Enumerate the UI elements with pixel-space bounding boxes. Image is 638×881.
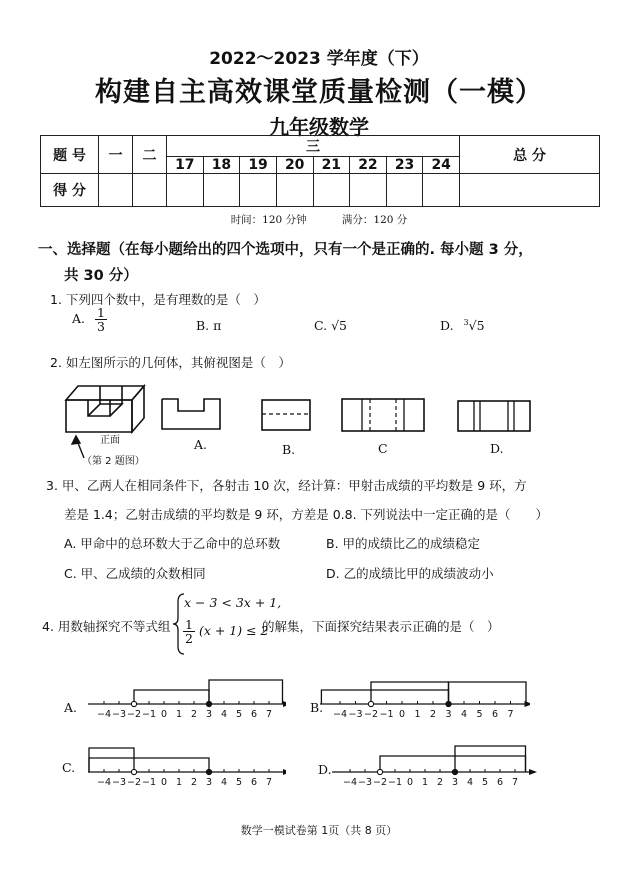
axis-tick-label: 7: [265, 777, 273, 788]
axis-arrow-icon: [529, 769, 537, 775]
axis-tick-label: −3: [111, 709, 127, 720]
number-line-a[interactable]: [86, 670, 286, 730]
open-dot: [131, 769, 136, 774]
exam-info: [0, 212, 638, 227]
open-dot: [377, 769, 382, 774]
score-table: [40, 135, 600, 207]
question-1-stem: 1. 下列四个数中，是有理数的是（ ）: [50, 292, 266, 307]
axis-tick-label: −3: [348, 709, 363, 720]
solution-bracket: [371, 682, 449, 704]
q2-option-a-view[interactable]: [160, 397, 222, 431]
col-q22: 22: [350, 157, 387, 174]
axis-tick-label: −1: [379, 709, 394, 720]
axis-tick-label: −3: [357, 777, 373, 788]
closed-dot: [206, 769, 211, 774]
axis-tick-label: 2: [436, 777, 444, 788]
inequality-1: x − 3 < 3x + 1,: [184, 595, 282, 610]
axis-tick-label: 1: [175, 709, 183, 720]
solution-bracket: [380, 756, 526, 772]
axis-tick-label: −3: [111, 777, 127, 788]
axis-tick-label: 5: [235, 777, 243, 788]
axis-tick-label: −2: [363, 709, 379, 720]
axis-tick-label: 6: [496, 777, 504, 788]
exam-time: 时间：120 分钟: [230, 214, 307, 226]
axis-tick-label: 0: [406, 777, 414, 788]
col-q19: 19: [240, 157, 277, 174]
col-q17: 17: [167, 157, 204, 174]
axis-tick-label: 7: [507, 709, 514, 720]
axis-tick-label: 4: [460, 709, 468, 720]
score-cell[interactable]: [276, 174, 313, 207]
question-4-suffix: 的解集，下面探究结果表示正确的是（ ）: [262, 619, 500, 634]
axis-tick-label: 6: [491, 709, 499, 720]
q1-option-a[interactable]: A. $\frac{1}{3}$: [72, 305, 105, 335]
section-heading-cont: 共 30 分）: [64, 268, 138, 284]
axis-tick-label: 1: [175, 777, 183, 788]
exam-year: 2022～2023 学年度（下）: [209, 49, 429, 69]
q3-option-b[interactable]: B. 甲的成绩比乙的成绩稳定: [326, 536, 481, 551]
q4-option-a[interactable]: A.: [64, 700, 78, 715]
open-dot: [131, 701, 136, 706]
front-view-label: 正面: [100, 435, 120, 446]
axis-tick-label: 6: [250, 777, 258, 788]
col-total: 总 分: [460, 136, 600, 174]
axis-arrow-icon: [283, 769, 286, 775]
axis-tick-label: 5: [235, 709, 243, 720]
question-3-line2: 差是 1.4；乙射击成绩的平均数是 9 环，方差是 0.8. 下列说法中一定正确的是（ ）: [64, 507, 549, 522]
number-line-b[interactable]: [318, 668, 530, 730]
axis-tick-label: 1: [421, 777, 429, 788]
score-cell[interactable]: [240, 174, 277, 207]
axis-tick-label: −4: [342, 777, 358, 788]
q2-option-a[interactable]: A.: [194, 437, 208, 452]
row-label-question-number: 题 号: [41, 136, 99, 174]
score-cell[interactable]: [386, 174, 423, 207]
axis-tick-label: −4: [96, 709, 112, 720]
solution-bracket: [209, 680, 283, 704]
exam-subject: 九年级数学: [269, 115, 369, 139]
q2-option-d-view[interactable]: [456, 399, 532, 433]
q2-option-b[interactable]: B.: [282, 442, 296, 457]
axis-tick-label: 5: [481, 777, 489, 788]
number-line-c[interactable]: [86, 738, 286, 800]
score-cell[interactable]: [423, 174, 460, 207]
axis-tick-label: 3: [445, 709, 452, 720]
axis-arrow-icon: [283, 701, 286, 707]
q4-option-b[interactable]: B.: [310, 700, 324, 715]
closed-dot: [452, 769, 457, 774]
axis-tick-label: 3: [205, 709, 213, 720]
score-cell[interactable]: [313, 174, 350, 207]
solution-bracket: [455, 746, 526, 772]
col-section-1: 一: [99, 136, 133, 174]
exam-full-score: 满分：120 分: [341, 214, 408, 226]
q2-option-d[interactable]: D.: [490, 441, 504, 456]
axis-tick-label: −2: [126, 709, 142, 720]
col-q20: 20: [276, 157, 313, 174]
q4-option-d[interactable]: D.: [318, 762, 332, 777]
row-label-score: 得 分: [41, 174, 99, 207]
section-heading: 一、选择题（在每小题给出的四个选项中，只有一个是正确的. 每小题 3 分，: [38, 242, 533, 258]
solution-bracket: [134, 690, 209, 704]
axis-tick-label: 7: [265, 709, 273, 720]
q4-option-c[interactable]: C.: [62, 760, 76, 775]
axis-tick-label: 6: [250, 709, 258, 720]
q1-option-c[interactable]: C. √5: [314, 318, 347, 333]
inequality-2: $\frac{1}{2}$ (x + 1) ≤ 2: [185, 617, 269, 647]
axis-tick-label: −4: [332, 709, 348, 720]
score-cell[interactable]: [460, 174, 600, 207]
q2-option-c-view[interactable]: [340, 397, 426, 433]
axis-tick-label: −4: [96, 777, 112, 788]
axis-tick-label: −1: [141, 777, 157, 788]
closed-dot: [206, 701, 211, 706]
q1-option-b[interactable]: B. π: [196, 318, 222, 333]
question-3-line1: 3. 甲、乙两人在相同条件下，各射击 10 次，经计算：甲射击成绩的平均数是 9 环，方: [46, 478, 527, 493]
score-cell[interactable]: [350, 174, 387, 207]
q1-option-d[interactable]: D. $^3$√5: [440, 318, 485, 334]
closed-dot: [446, 701, 451, 706]
question-2-stem: 2. 如左图所示的几何体，其俯视图是（ ）: [50, 355, 291, 370]
axis-tick-label: 4: [466, 777, 474, 788]
q2-option-c[interactable]: C: [378, 441, 388, 456]
score-cell[interactable]: [133, 174, 167, 207]
axis-tick-label: 2: [429, 709, 437, 720]
axis-tick-label: −2: [372, 777, 388, 788]
solid-figure-diagram: [58, 374, 154, 460]
axis-tick-label: 0: [160, 709, 168, 720]
col-q23: 23: [386, 157, 423, 174]
q3-option-a[interactable]: A. 甲命中的总环数大于乙命中的总环数: [64, 536, 281, 551]
axis-arrow-icon: [525, 701, 531, 707]
solution-bracket: [449, 682, 527, 704]
axis-tick-label: 1: [414, 709, 421, 720]
axis-tick-label: 5: [476, 709, 483, 720]
axis-tick-label: 7: [511, 777, 519, 788]
axis-tick-label: 2: [190, 709, 198, 720]
score-cell[interactable]: [99, 174, 133, 207]
axis-tick-label: 4: [220, 709, 228, 720]
score-cell[interactable]: [203, 174, 240, 207]
score-cell[interactable]: [167, 174, 204, 207]
q3-option-c[interactable]: C. 甲、乙成绩的众数相同: [64, 566, 206, 581]
axis-tick-label: 2: [190, 777, 198, 788]
q3-option-d[interactable]: D. 乙的成绩比甲的成绩波动小: [326, 566, 494, 581]
number-line-d[interactable]: [330, 736, 542, 798]
q2-option-b-view[interactable]: [260, 398, 312, 432]
axis-tick-label: −1: [387, 777, 403, 788]
col-q24: 24: [423, 157, 460, 174]
col-section-3: 三: [167, 136, 460, 157]
exam-title: 构建自主高效课堂质量检测（一模）: [95, 77, 543, 108]
col-q18: 18: [203, 157, 240, 174]
question-4-prefix: 4. 用数轴探究不等式组: [42, 619, 171, 634]
col-section-2: 二: [133, 136, 167, 174]
axis-tick-label: 3: [451, 777, 459, 788]
solution-bracket: [89, 748, 134, 772]
figure-caption: （第 2 题图）: [82, 456, 145, 467]
axis-tick-label: 0: [398, 709, 406, 720]
axis-tick-label: 0: [160, 777, 168, 788]
open-dot: [368, 701, 373, 706]
axis-tick-label: 4: [220, 777, 228, 788]
axis-tick-label: −2: [126, 777, 142, 788]
col-q21: 21: [313, 157, 350, 174]
axis-tick-label: −1: [141, 709, 157, 720]
axis-tick-label: 3: [205, 777, 213, 788]
page-footer: 数学一模试卷第 1页（共 8 页）: [240, 824, 398, 837]
fraction: $\frac{1}{3}$: [97, 305, 105, 335]
